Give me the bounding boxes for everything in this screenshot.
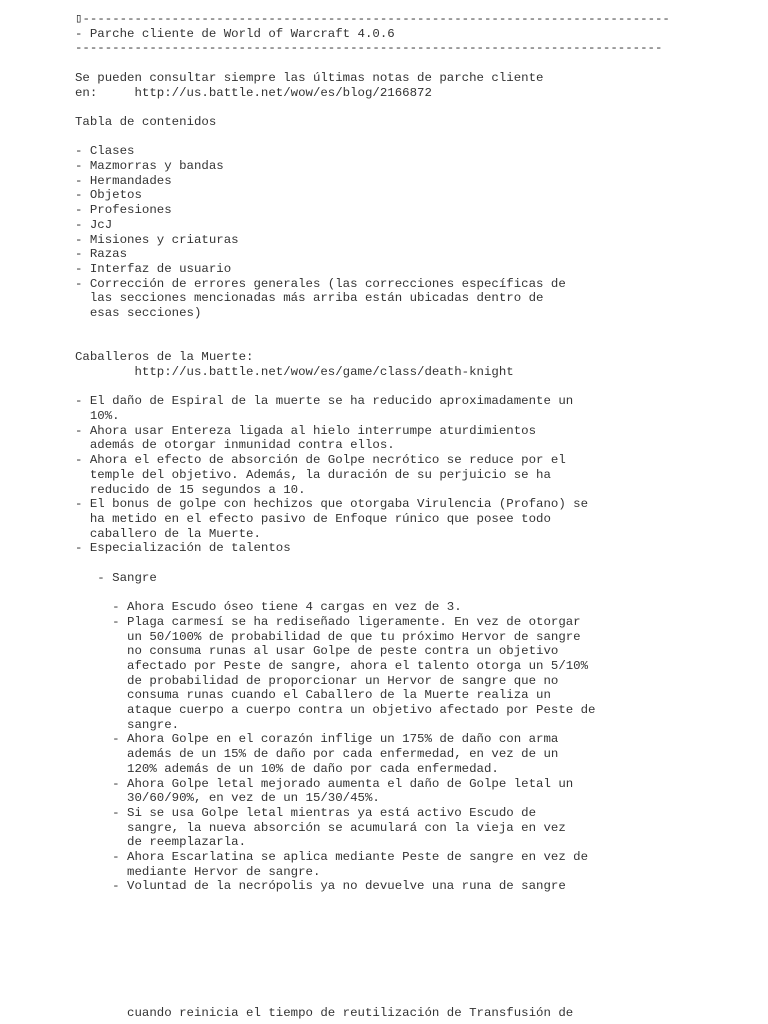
text-line: afectado por Peste de sangre, ahora el talento otorga un 5/10% (75, 658, 589, 673)
text-line: 10%. (75, 408, 120, 423)
text-line: - Mazmorras y bandas (75, 159, 224, 174)
text-line: Tabla de contenidos (75, 114, 217, 129)
text-line: de probabilidad de proporcionar un Hervor de sangre que no (75, 673, 559, 688)
text-line: 30/60/90%, en vez de un 15/30/45%. (75, 791, 380, 806)
text-line: - Parche cliente de World of Warcraft 4.0.6 (75, 26, 395, 41)
text-line: - Ahora el efecto de absorción de Golpe necrótico se reduce por el (75, 453, 566, 468)
text-line: de reemplazarla. (75, 835, 247, 850)
text-line[interactable]: en: http://us.battle.net/wow/es/blog/2166872 (75, 85, 432, 100)
text-line: Caballeros de la Muerte: (75, 350, 254, 365)
text-line: consuma runas cuando el Caballero de la Muerte realiza un (75, 688, 551, 703)
text-line: - Corrección de errores generales (las correcciones específicas de (75, 276, 566, 291)
text-line: caballero de la Muerte. (75, 526, 261, 541)
text-line: - Ahora Golpe en el corazón inflige un 175% de daño con arma (75, 732, 559, 747)
text-line: - Voluntad de la necrópolis ya no devuelve una runa de sangre (75, 879, 566, 894)
text-line: esas secciones) (75, 306, 202, 321)
text-line: - Objetos (75, 188, 142, 203)
text-line: - Interfaz de usuario (75, 261, 232, 276)
text-line: no consuma runas al usar Golpe de peste contra un objetivo (75, 644, 559, 659)
text-line: - Plaga carmesí se ha rediseñado ligeramente. En vez de otorgar (75, 614, 581, 629)
text-line: 120% además de un 10% de daño por cada enfermedad. (75, 761, 499, 776)
text-line: - Ahora Escarlatina se aplica mediante Peste de sangre en vez de (75, 850, 589, 865)
text-line: además de otorgar inmunidad contra ellos. (75, 438, 395, 453)
text-line: - Especialización de talentos (75, 541, 291, 556)
text-line: además de un 15% de daño por cada enfermedad, en vez de un (75, 747, 559, 762)
text-line: las secciones mencionadas más arriba están ubicadas dentro de (75, 291, 544, 306)
text-line: ▯------------------------------------------------------------------------------- (75, 12, 670, 26)
text-line: - JcJ (75, 217, 113, 232)
text-line: - Hermandades (75, 173, 172, 188)
text-line: mediante Hervor de sangre. (75, 864, 321, 879)
text-line: ------------------------------------------------------------------------------- (75, 41, 663, 56)
text-line: reducido de 15 segundos a 10. (75, 482, 306, 497)
text-line: - Ahora Golpe letal mejorado aumenta el daño de Golpe letal un (75, 776, 574, 791)
text-line: un 50/100% de probabilidad de que tu próximo Hervor de sangre (75, 629, 581, 644)
text-line: - Misiones y criaturas (75, 232, 239, 247)
text-line: - Ahora usar Entereza ligada al hielo interrumpe aturdimientos (75, 423, 537, 438)
text-line: - Si se usa Golpe letal mientras ya está activo Escudo de (75, 805, 537, 820)
text-line: - Profesiones (75, 203, 172, 218)
text-line: ha metido en el efecto pasivo de Enfoque rúnico que posee todo (75, 511, 551, 526)
text-line: - Razas (75, 247, 128, 262)
text-line: sangre. (75, 717, 180, 732)
text-line: temple del objetivo. Además, la duración de su perjuicio se ha (75, 467, 551, 482)
text-line: - El daño de Espiral de la muerte se ha reducido aproximadamente un (75, 394, 574, 409)
text-line: sangre, la nueva absorción se acumulará con la vieja en vez (75, 820, 566, 835)
text-line: - Sangre (75, 570, 157, 585)
patch-notes-text (75, 12, 670, 894)
patch-notes-continuation-line: cuando reinicia el tiempo de reutilización de Transfusión de (75, 1006, 574, 1020)
text-line[interactable]: http://us.battle.net/wow/es/game/class/death-knight (75, 364, 514, 379)
text-line: - Ahora Escudo óseo tiene 4 cargas en vez de 3. (75, 600, 462, 615)
text-line: - El bonus de golpe con hechizos que otorgaba Virulencia (Profano) se (75, 497, 589, 512)
text-line: ataque cuerpo a cuerpo contra un objetivo afectado por Peste de (75, 703, 596, 718)
text-line: Se pueden consultar siempre las últimas notas de parche cliente (75, 70, 544, 85)
text-line: - Clases (75, 144, 135, 159)
